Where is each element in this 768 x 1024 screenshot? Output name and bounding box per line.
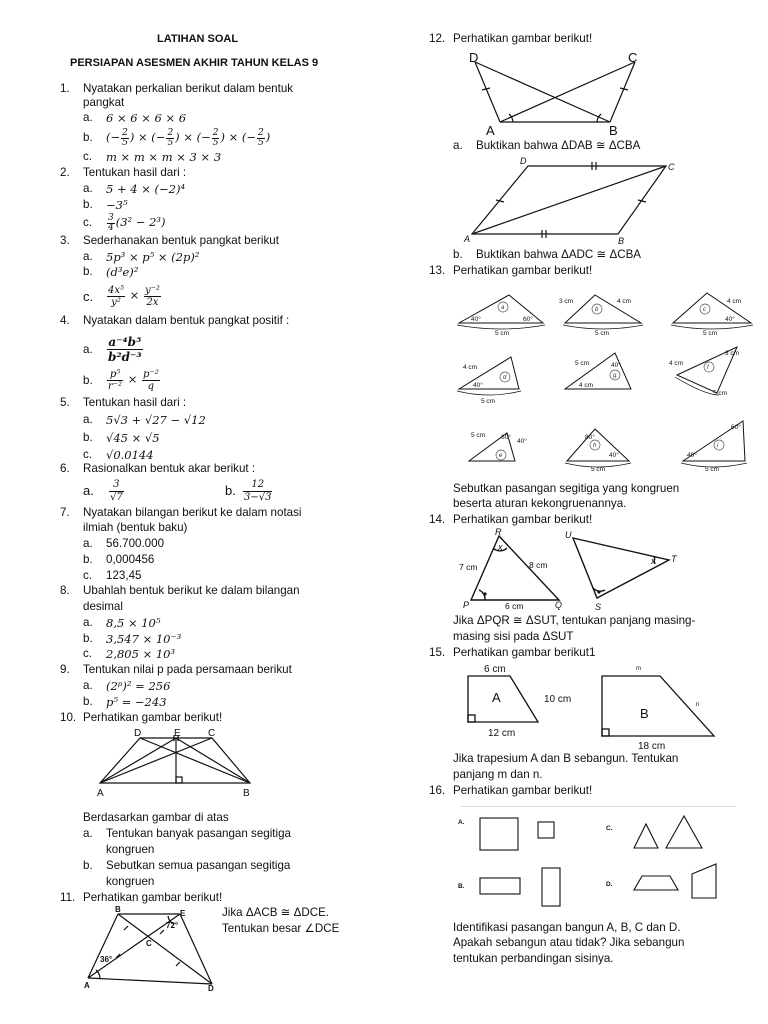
opt-label: a. — [83, 250, 93, 263]
side-A: 10 cm — [544, 694, 572, 705]
q-number: 15. — [429, 646, 446, 659]
svg-text:4 cm: 4 cm — [669, 360, 684, 367]
q-number: 14. — [429, 513, 446, 526]
svg-text:60°: 60° — [523, 316, 533, 323]
angle-36: 36° — [100, 955, 113, 964]
math-expr: m × m × m × 3 × 3 — [106, 150, 222, 164]
q-text: Rasionalkan bentuk akar berikut : — [83, 462, 256, 475]
angle-x-T: x — [651, 556, 656, 566]
opt-text: Sebutkan semua pasangan segitiga — [106, 859, 291, 872]
tri-i-marker — [714, 440, 724, 450]
opt-label: b. — [83, 553, 93, 566]
math-expr: (2ᵖ)² = 256 — [106, 679, 171, 693]
side-B-n: n — [696, 702, 700, 708]
given-text: Jika ΔACB ≅ ΔDCE. — [222, 906, 330, 919]
quad-figure-2 — [458, 156, 678, 246]
svg-text:3 cm: 3 cm — [559, 298, 574, 305]
angle-x-R: x — [498, 542, 503, 552]
opt-label: a. — [83, 616, 93, 629]
svg-text:5 cm: 5 cm — [705, 466, 720, 473]
svg-text:5 cm: 5 cm — [595, 330, 610, 337]
svg-text:5 cm: 5 cm — [703, 330, 718, 337]
q-text-cont: ilmiah (bentuk baku) — [83, 521, 188, 534]
trapezoid-figure — [90, 728, 290, 798]
q-desc-cont: panjang m dan n. — [453, 768, 543, 781]
svg-text:4 cm: 4 cm — [463, 364, 478, 371]
vertex-Q: Q — [555, 600, 563, 610]
top-A: 6 cm — [484, 664, 506, 675]
q-text-cont: desimal — [83, 600, 123, 613]
q-text: Perhatikan gambar berikut! — [453, 32, 593, 45]
angle-72: 72° — [166, 921, 179, 930]
side-PR: 7 cm — [459, 562, 478, 572]
opt-label: b. — [83, 265, 93, 278]
math-expr: p⁵ = −243 — [106, 695, 167, 709]
opt-label: c. — [83, 569, 93, 582]
opt-label: c. — [83, 448, 93, 461]
math-expr: 2,805 × 10³ — [106, 647, 176, 661]
svg-text:80°: 80° — [585, 434, 595, 441]
math-expr: √45 × √5 — [106, 431, 160, 445]
vertex-U: U — [565, 530, 572, 540]
vertex-P: P — [463, 600, 470, 610]
q-number: 13. — [429, 264, 446, 277]
opt-label: a. — [453, 139, 463, 152]
q-desc-cont: masing sisi pada ΔSUT — [453, 630, 574, 643]
opt-label: b. — [83, 632, 93, 645]
opt-label: b. — [225, 483, 236, 498]
math-expr: $\frac{12}{3-√3}$ — [244, 478, 272, 503]
opt-text-cont: kongruen — [106, 875, 155, 888]
vertex-S: S — [595, 602, 602, 612]
opt-label: c. — [83, 216, 93, 229]
q-desc-cont2: tentukan perbandingan sisinya. — [453, 952, 614, 965]
math-expr: $\frac{3}{4}$ (3² − 2³) — [108, 212, 166, 233]
svg-text:i: i — [717, 443, 719, 449]
opt-text: Buktikan bahwa ΔDAB ≅ ΔCBA — [476, 139, 641, 152]
svg-text:C.: C. — [606, 825, 613, 832]
vertex-D: D — [520, 156, 527, 166]
vertex-D: D — [469, 50, 479, 65]
q-number: 6. — [60, 462, 70, 475]
q-text: Perhatikan gambar berikut! — [453, 784, 593, 797]
math-expr: 5p³ × p⁵ × (2p)² — [106, 250, 200, 264]
svg-text:c: c — [703, 307, 706, 313]
svg-text:B.: B. — [458, 883, 465, 890]
congruent-triangles-figure — [455, 528, 685, 613]
q-desc-cont: Apakah sebangun atau tidak? Jika sebangun — [453, 936, 685, 949]
q-text: Tentukan hasil dari : — [83, 166, 187, 179]
opt-label: b. — [83, 374, 93, 387]
vertex-T: T — [671, 554, 677, 564]
q-desc: Sebutkan pasangan segitiga yang kongruen — [453, 482, 680, 495]
opt-label: b. — [83, 695, 93, 708]
svg-text:A.: A. — [458, 819, 465, 826]
similar-trapezoids-figure — [460, 660, 720, 755]
bowtie-figure — [82, 906, 222, 991]
math-expr: 8,5 × 10⁵ — [106, 616, 161, 630]
vertex-E: E — [174, 728, 181, 739]
q-text: Perhatikan gambar berikut! — [83, 711, 223, 724]
vertex-A: A — [464, 234, 471, 244]
vertex-B: B — [618, 236, 625, 246]
q-text: Ubahlah bentuk berikut ke dalam bilangan — [83, 584, 300, 597]
ask-text: Tentukan besar ∠DCE — [222, 922, 340, 935]
side-PQ: 6 cm — [505, 601, 524, 611]
divider-line — [460, 806, 736, 807]
math-expr: −3⁵ — [106, 198, 128, 212]
q-text: Perhatikan gambar berikut1 — [453, 646, 596, 659]
math-expr: $\frac{\text{p⁵}}{\text{r⁻²}}$ × $\frac{\text{p⁻²}}{q}$ — [108, 368, 159, 392]
math-expr: 5 + 4 × (−2)⁴ — [106, 182, 186, 196]
opt-label: a. — [83, 343, 93, 356]
svg-text:40°: 40° — [725, 316, 735, 323]
q-desc: Jika ΔPQR ≅ ΔSUT, tentukan panjang masing- — [453, 614, 696, 627]
svg-text:40°: 40° — [473, 382, 483, 389]
value: 0,000456 — [106, 553, 155, 566]
vertex-D: D — [208, 984, 214, 993]
opt-label: b. — [83, 131, 93, 144]
q-number: 11. — [60, 891, 76, 904]
svg-text:5 cm: 5 cm — [713, 390, 728, 397]
svg-text:5 cm: 5 cm — [575, 360, 590, 367]
svg-text:4 cm: 4 cm — [579, 382, 594, 389]
math-expr: 6 × 6 × 6 × 6 — [106, 111, 187, 125]
q-number: 8. — [60, 584, 70, 597]
opt-label: a. — [83, 679, 93, 692]
q-number: 7. — [60, 506, 70, 519]
svg-text:D.: D. — [606, 881, 613, 888]
vertex-A: A — [486, 123, 495, 138]
triangle-grid — [455, 285, 755, 475]
q-number: 4. — [60, 314, 70, 327]
svg-text:g: g — [613, 373, 617, 379]
vertex-A: A — [84, 981, 90, 990]
vertex-B: B — [243, 788, 250, 799]
side-RQ: 8 cm — [529, 560, 548, 570]
svg-text:e: e — [499, 453, 503, 459]
label-A: A — [492, 690, 501, 705]
q-intro: Berdasarkan gambar di atas — [83, 811, 229, 824]
svg-text:3 cm: 3 cm — [725, 350, 740, 357]
opt-label: a. — [83, 111, 93, 124]
math-expr: 5√3 + √27 − √12 — [106, 413, 206, 427]
svg-text:40°: 40° — [609, 452, 619, 459]
value: 123,45 — [106, 569, 142, 582]
q-text: Tentukan nilai p pada persamaan berikut — [83, 663, 292, 676]
q-text: Sederhanakan bentuk pangkat berikut — [83, 234, 279, 247]
svg-text:40°: 40° — [687, 452, 697, 459]
label-B: B — [640, 706, 649, 721]
q-number: 9. — [60, 663, 70, 676]
worksheet-title: LATIHAN SOAL — [157, 33, 239, 45]
value: 56.700.000 — [106, 537, 165, 550]
svg-text:60°: 60° — [501, 434, 511, 441]
opt-label: a. — [83, 413, 93, 426]
vertex-C: C — [668, 162, 675, 172]
opt-label: a. — [83, 827, 93, 840]
svg-text:4 cm: 4 cm — [727, 298, 742, 305]
svg-text:60°: 60° — [731, 424, 741, 431]
top-B-m: m — [636, 666, 641, 672]
q-desc: Jika trapesium A dan B sebangun. Tentukan — [453, 752, 679, 765]
tri-f-marker — [704, 362, 714, 372]
math-expr: √0.0144 — [106, 448, 154, 462]
svg-text:40°: 40° — [611, 362, 621, 369]
vertex-A: A — [97, 788, 104, 799]
vertex-C: C — [208, 728, 216, 739]
q-desc-cont: beserta aturan kekongruenannya. — [453, 497, 627, 510]
math-expr: (− $\frac{2}{5}$ ) × (− $\frac{2}{5}$ ) × (− $\frac{2}{5}$ ) × (− $\frac{2}{5}$ ) — [106, 127, 271, 148]
q-desc: Identifikasi pasangan bangun A, B, C dan D. — [453, 921, 681, 934]
opt-label: b. — [83, 431, 93, 444]
vertex-C: C — [146, 939, 152, 948]
opt-label: a. — [83, 483, 94, 498]
svg-text:5 cm: 5 cm — [481, 398, 496, 405]
q-text-cont: pangkat — [83, 96, 125, 109]
opt-text: Buktikan bahwa ΔADC ≅ ΔCBA — [476, 248, 642, 261]
bottom-B: 18 cm — [638, 741, 666, 752]
vertex-R: R — [495, 527, 502, 537]
q-text: Nyatakan bilangan berikut ke dalam notasi — [83, 506, 302, 519]
svg-text:4 cm: 4 cm — [617, 298, 632, 305]
vertex-C: C — [628, 50, 638, 65]
quad-figure-1 — [465, 50, 645, 138]
q-number: 3. — [60, 234, 70, 247]
opt-text: Tentukan banyak pasangan segitiga — [106, 827, 291, 840]
q-text: Perhatikan gambar berikut! — [83, 891, 223, 904]
q-number: 10. — [60, 711, 77, 724]
q-number: 5. — [60, 396, 70, 409]
vertex-E: E — [180, 909, 186, 918]
opt-label: a. — [83, 537, 93, 550]
svg-text:5 cm: 5 cm — [471, 432, 486, 439]
worksheet-subtitle: PERSIAPAN ASESMEN AKHIR TAHUN KELAS 9 — [70, 57, 319, 69]
q-text: Perhatikan gambar berikut! — [453, 513, 593, 526]
opt-label: c. — [83, 150, 93, 163]
svg-text:40°: 40° — [517, 438, 527, 445]
math-expr: $\frac{3}{√7}$ — [110, 478, 123, 503]
q-number: 16. — [429, 784, 446, 797]
math-expr: (d³e)² — [106, 265, 139, 279]
math-expr: $\frac{\text{a⁻⁴b⁵}}{\text{b²d⁻³}}$ — [108, 334, 142, 364]
opt-text-cont: kongruen — [106, 843, 155, 856]
vertex-B: B — [609, 123, 618, 138]
svg-text:5 cm: 5 cm — [591, 466, 606, 473]
opt-label: c. — [83, 647, 93, 660]
opt-label: c. — [83, 289, 94, 304]
svg-text:40°: 40° — [471, 316, 481, 323]
bottom-A: 12 cm — [488, 728, 516, 739]
q-text: Nyatakan perkalian berikut dalam bentuk — [83, 82, 294, 95]
svg-text:d: d — [503, 375, 507, 381]
svg-text:f: f — [707, 365, 709, 371]
svg-text:h: h — [593, 443, 597, 449]
q-number: 2. — [60, 166, 70, 179]
opt-label: b. — [83, 859, 93, 872]
opt-label: b. — [453, 248, 463, 261]
vertex-D: D — [134, 728, 142, 739]
vertex-B: B — [115, 905, 121, 914]
q-text: Tentukan hasil dari : — [83, 396, 187, 409]
math-expr: 3,547 × 10⁻³ — [106, 632, 182, 646]
q-text: Perhatikan gambar berikut! — [453, 264, 593, 277]
q-number: 1. — [60, 82, 70, 95]
shape-pairs-figure — [452, 808, 752, 918]
opt-label: a. — [83, 182, 93, 195]
svg-text:a: a — [501, 305, 505, 311]
svg-text:b: b — [595, 307, 599, 313]
math-expr: $\frac{\text{4x⁵}}{\text{y²}}$ × $\frac{\text{y⁻²}}{2x}$ — [108, 284, 160, 308]
q-text: Nyatakan dalam bentuk pangkat positif : — [83, 314, 290, 327]
svg-text:5 cm: 5 cm — [495, 330, 510, 337]
q-number: 12. — [429, 32, 446, 45]
opt-label: b. — [83, 198, 93, 211]
